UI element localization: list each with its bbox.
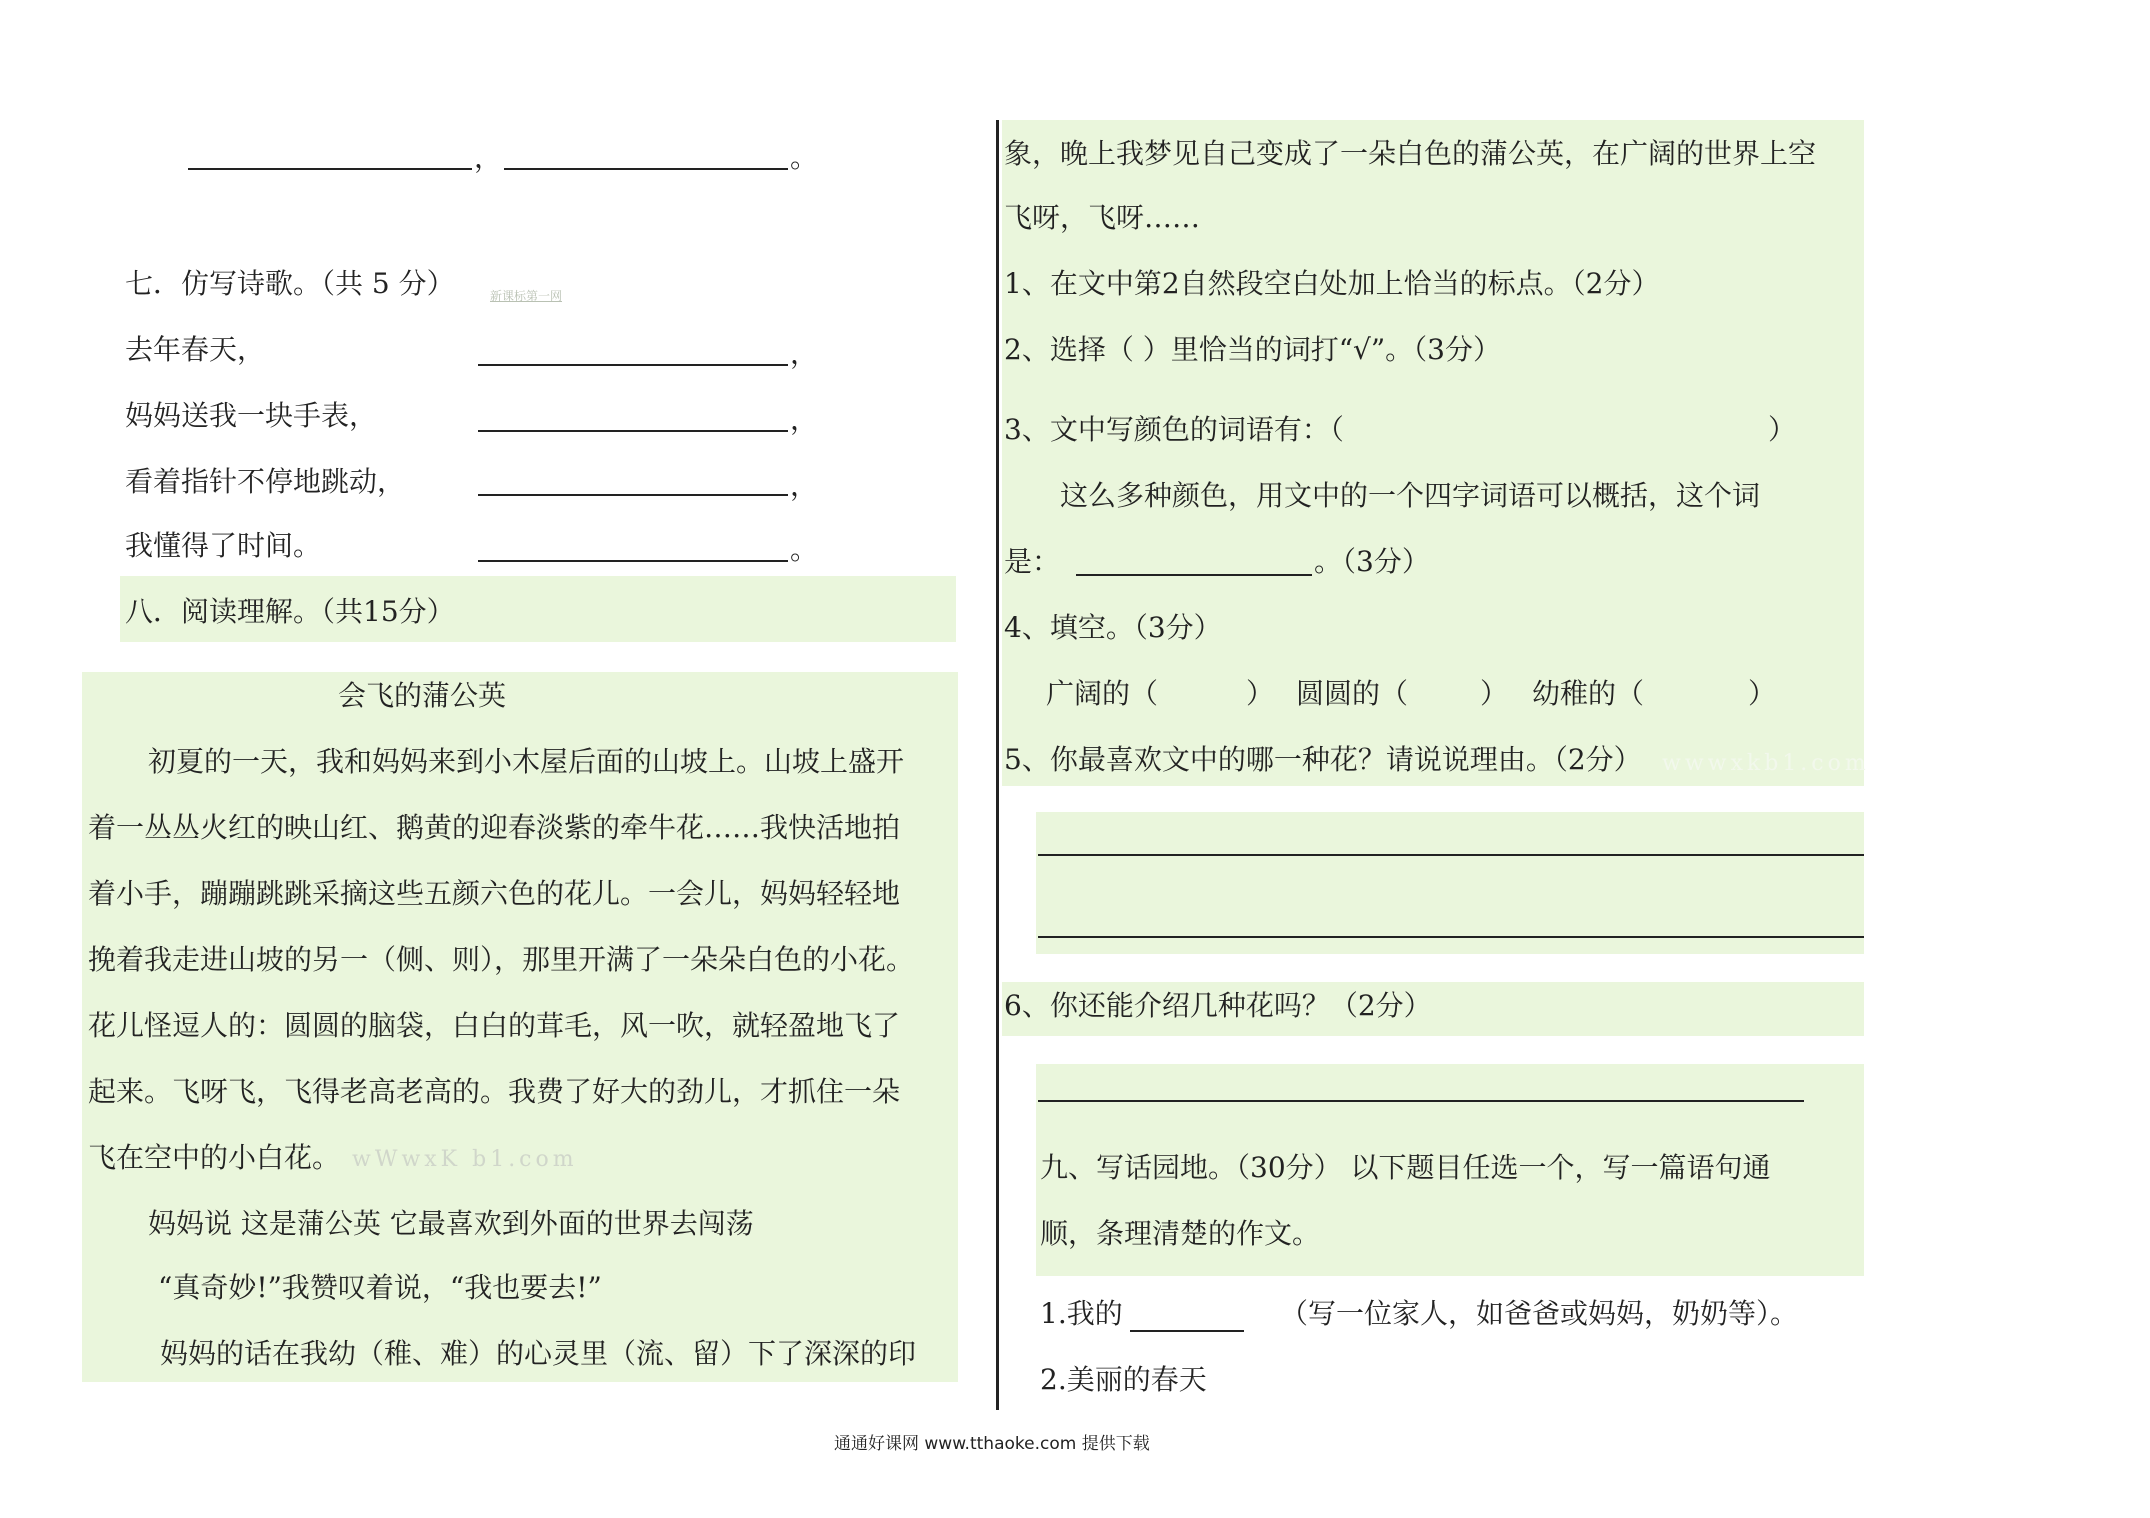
question-6: 6、你还能介绍几种花吗？（2分） bbox=[1004, 989, 1432, 1022]
question-3-close: ） bbox=[1768, 413, 1797, 446]
question-3: 3、文中写颜色的词语有：（ bbox=[1004, 413, 1344, 446]
poem-line: 去年春天， bbox=[125, 333, 266, 366]
question-3-blank[interactable] bbox=[1076, 574, 1312, 576]
continued-line: 象，晚上我梦见自己变成了一朵白色的蒲公英，在广阔的世界上空 bbox=[1004, 137, 1817, 170]
passage-line: 妈妈说 这是蒲公英 它最喜欢到外面的世界去闯荡 bbox=[148, 1207, 754, 1240]
poem-line-end: ， bbox=[790, 403, 819, 436]
tiny-watermark: 新课标第一网 bbox=[490, 289, 563, 303]
topic-1-desc: （写一位家人，如爸爸或妈妈，奶奶等）。 bbox=[1280, 1297, 1799, 1330]
passage-line: 起来。飞呀飞，飞得老高老高的。我费了好大的劲儿，才抓住一朵 bbox=[88, 1075, 901, 1108]
fill-item: ） bbox=[1480, 677, 1509, 710]
question-1: 1、在文中第2自然段空白处加上恰当的标点。（2分） bbox=[1004, 267, 1660, 300]
period: 。 bbox=[790, 141, 819, 174]
answer-blank[interactable] bbox=[188, 168, 472, 170]
answer-line[interactable] bbox=[1038, 854, 1864, 856]
poem-line-end: 。 bbox=[790, 533, 819, 566]
poem-line: 看着指针不停地跳动， bbox=[125, 465, 406, 498]
poem-blank[interactable] bbox=[478, 430, 788, 432]
poem-line: 我懂得了时间。 bbox=[125, 529, 322, 562]
answer-blank[interactable] bbox=[504, 168, 788, 170]
topic-1: 1.我的 bbox=[1040, 1297, 1123, 1330]
passage-line: 飞在空中的小白花。 bbox=[88, 1141, 341, 1174]
poem-blank[interactable] bbox=[478, 364, 788, 366]
question-3-points: 。（3分） bbox=[1314, 545, 1430, 578]
passage-line: 初夏的一天，我和妈妈来到小木屋后面的山坡上。山坡上盛开 bbox=[148, 745, 905, 778]
question-2: 2、选择（ ）里恰当的词打“√”。（3分） bbox=[1004, 333, 1502, 366]
passage-line: “真奇妙!”我赞叹着说，“我也要去!” bbox=[158, 1271, 602, 1304]
poem-line-end: ， bbox=[790, 469, 819, 502]
question-5: 5、你最喜欢文中的哪一种花？请说说理由。（2分） bbox=[1004, 743, 1642, 776]
poem-line-end: ， bbox=[790, 337, 819, 370]
answer-area-highlight bbox=[1036, 812, 1864, 954]
fill-item: 广阔的（ bbox=[1046, 677, 1159, 710]
column-divider bbox=[996, 120, 999, 1410]
comma: ， bbox=[474, 141, 503, 174]
fill-item: 幼稚的（ bbox=[1532, 677, 1645, 710]
answer-line[interactable] bbox=[1038, 936, 1864, 938]
poem-blank[interactable] bbox=[478, 494, 788, 496]
question-3-line3: 是： bbox=[1004, 545, 1061, 578]
section8-title: 八．阅读理解。（共15分） bbox=[125, 595, 455, 628]
passage-line: 妈妈的话在我幼（稚、难）的心灵里（流、留）下了深深的印 bbox=[160, 1337, 917, 1370]
passage-title: 会飞的蒲公英 bbox=[338, 679, 507, 712]
poem-line: 妈妈送我一块手表， bbox=[125, 399, 378, 432]
section9-line2: 顺，条理清楚的作文。 bbox=[1040, 1217, 1321, 1250]
section9-title: 九、写话园地。（30分） 以下题目任选一个，写一篇语句通 bbox=[1040, 1151, 1771, 1184]
topic-1-blank[interactable] bbox=[1130, 1330, 1244, 1332]
fill-item: ） bbox=[1246, 677, 1275, 710]
fill-item: 圆圆的（ bbox=[1296, 677, 1409, 710]
poem-blank[interactable] bbox=[478, 560, 788, 562]
fill-item: ） bbox=[1748, 677, 1777, 710]
question-3-line2: 这么多种颜色，用文中的一个四字词语可以概括，这个词 bbox=[1060, 479, 1761, 512]
continued-line: 飞呀，飞呀…… bbox=[1004, 201, 1201, 234]
section7-title: 七．仿写诗歌。（共 5 分） bbox=[125, 267, 455, 300]
watermark-text: wwwxkb1.com bbox=[1662, 751, 1870, 776]
footer-credit: 通通好课网 www.tthaoke.com 提供下载 bbox=[834, 1434, 1150, 1454]
question-4: 4、填空。（3分） bbox=[1004, 611, 1222, 644]
answer-line[interactable] bbox=[1038, 1100, 1804, 1102]
passage-line: 挽着我走进山坡的另一（侧、则），那里开满了一朵朵白色的小花。 bbox=[88, 943, 915, 976]
passage-line: 着小手，蹦蹦跳跳采摘这些五颜六色的花儿。一会儿，妈妈轻轻地 bbox=[88, 877, 901, 910]
passage-line: 着一丛丛火红的映山红、鹅黄的迎春淡紫的牵牛花……我快活地拍 bbox=[88, 811, 901, 844]
watermark-text: wWwxK b1.com bbox=[352, 1147, 578, 1172]
topic-2: 2.美丽的春天 bbox=[1040, 1363, 1207, 1396]
passage-line: 花儿怪逗人的：圆圆的脑袋，白白的茸毛，风一吹，就轻盈地飞了 bbox=[88, 1009, 901, 1042]
